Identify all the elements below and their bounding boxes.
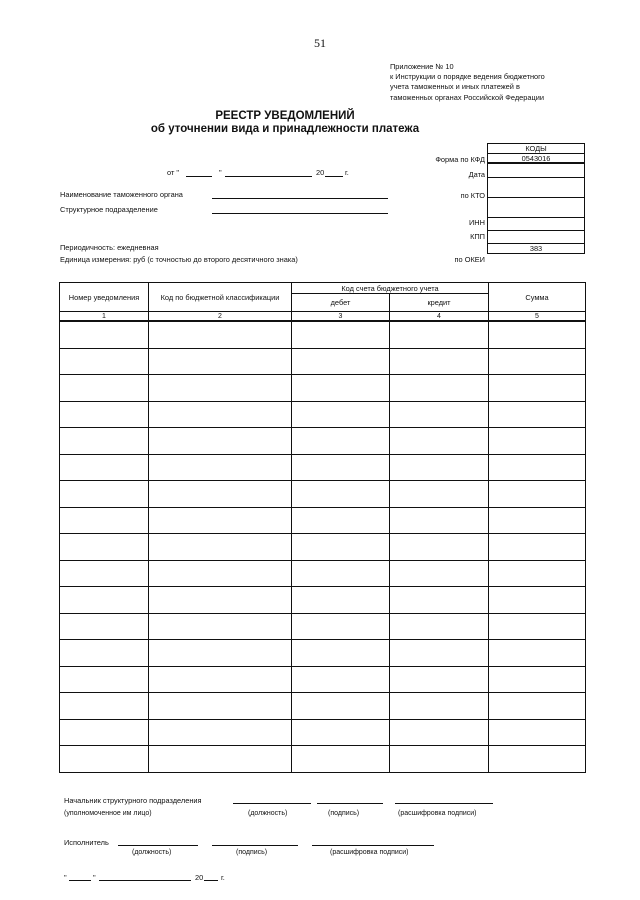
table-cell[interactable]: [489, 587, 586, 614]
table-cell[interactable]: [390, 534, 489, 561]
table-cell[interactable]: [149, 746, 292, 773]
sign-date-prefix: ": [64, 873, 67, 882]
table-cell[interactable]: [292, 666, 390, 693]
col-number-3: 3: [292, 312, 390, 322]
table-cell[interactable]: [149, 640, 292, 667]
table-cell[interactable]: [149, 560, 292, 587]
table-cell[interactable]: [60, 560, 149, 587]
table-cell[interactable]: [390, 746, 489, 773]
appendix-line-1: Приложение № 10: [390, 62, 454, 71]
table-cell[interactable]: [489, 640, 586, 667]
table-row: [60, 666, 586, 693]
table-cell[interactable]: [149, 428, 292, 455]
date-code-cell[interactable]: [488, 164, 584, 178]
table-cell[interactable]: [390, 321, 489, 348]
table-cell[interactable]: [292, 321, 390, 348]
col-account-code-header: Код счета бюджетного учета: [292, 283, 489, 294]
table-cell[interactable]: [292, 507, 390, 534]
kto-label: по КТО: [460, 191, 485, 200]
table-cell[interactable]: [489, 428, 586, 455]
subdivision-field[interactable]: [212, 213, 388, 214]
col-number-1: 1: [60, 312, 149, 322]
codes-header: КОДЫ: [488, 144, 584, 154]
date-day-field[interactable]: [186, 176, 212, 177]
table-cell[interactable]: [149, 321, 292, 348]
table-cell[interactable]: [149, 401, 292, 428]
table-cell[interactable]: [489, 348, 586, 375]
unit-label: Единица измерения: руб (с точностью до второго десятичного знака): [60, 255, 298, 264]
date-year-suffix: г.: [345, 168, 349, 177]
table-cell[interactable]: [60, 613, 149, 640]
table-cell[interactable]: [60, 348, 149, 375]
table-cell[interactable]: [489, 507, 586, 534]
table-cell[interactable]: [292, 613, 390, 640]
customs-body-label: Наименование таможенного органа: [60, 190, 183, 199]
table-cell[interactable]: [60, 481, 149, 508]
col-credit-header: кредит: [390, 294, 489, 312]
table-row: [60, 454, 586, 481]
codes-box: [487, 143, 585, 254]
date-quote: ": [219, 168, 222, 177]
table-cell[interactable]: [149, 375, 292, 402]
table-cell[interactable]: [60, 693, 149, 720]
kto-code-cell[interactable]: [488, 178, 584, 198]
executor-signature-caption: (подпись): [236, 849, 268, 856]
table-cell[interactable]: [390, 507, 489, 534]
date-month-field[interactable]: [225, 176, 312, 177]
table-row: [60, 719, 586, 746]
table-cell[interactable]: [390, 560, 489, 587]
col-notice-number-header: Номер уведомления: [60, 283, 149, 312]
date-year-field[interactable]: [325, 176, 343, 177]
executor-label: Исполнитель: [64, 838, 109, 847]
table-cell[interactable]: [292, 640, 390, 667]
head-signature-field[interactable]: [317, 803, 383, 804]
table-cell[interactable]: [149, 348, 292, 375]
table-cell[interactable]: [149, 481, 292, 508]
subdivision-label: Структурное подразделение: [60, 205, 158, 214]
form-kfd-value: 0543016: [488, 154, 584, 164]
table-cell[interactable]: [292, 401, 390, 428]
appendix-line-2: к Инструкции о порядке ведения бюджетного: [390, 72, 545, 82]
decoding-caption: (расшифровка подписи): [398, 810, 477, 817]
sign-date-quote: ": [93, 873, 96, 882]
date-prefix: от ": [167, 168, 180, 177]
table-cell[interactable]: [489, 454, 586, 481]
okei-label: по ОКЕИ: [454, 255, 485, 264]
table-cell[interactable]: [60, 321, 149, 348]
table-row: [60, 375, 586, 402]
table-cell[interactable]: [489, 375, 586, 402]
inn-code-cell[interactable]: [488, 198, 584, 218]
col-amount-header: Сумма: [489, 283, 586, 312]
table-cell[interactable]: [390, 481, 489, 508]
kpp-code-cell[interactable]: [488, 218, 584, 231]
table-cell[interactable]: [489, 321, 586, 348]
table-cell[interactable]: [60, 587, 149, 614]
table-row: [60, 481, 586, 508]
table-cell[interactable]: [149, 507, 292, 534]
executor-decoding-field[interactable]: [312, 845, 434, 846]
table-row: [60, 746, 586, 773]
table-cell[interactable]: [489, 613, 586, 640]
table-cell[interactable]: [390, 428, 489, 455]
table-cell[interactable]: [489, 719, 586, 746]
sign-date-year-suffix: г.: [221, 873, 225, 882]
table-cell[interactable]: [390, 693, 489, 720]
executor-position-field[interactable]: [118, 845, 198, 846]
table-row: [60, 693, 586, 720]
blank-code-cell[interactable]: [488, 231, 584, 244]
table-cell[interactable]: [60, 746, 149, 773]
table-cell[interactable]: [60, 640, 149, 667]
head-decoding-field[interactable]: [395, 803, 493, 804]
periodicity-label: Периодичность: ежедневная: [60, 243, 159, 252]
table-row: [60, 534, 586, 561]
table-cell[interactable]: [149, 693, 292, 720]
register-table: [59, 282, 586, 773]
table-cell[interactable]: [60, 507, 149, 534]
date-year-prefix: 20: [316, 168, 325, 177]
table-cell[interactable]: [292, 746, 390, 773]
table-cell[interactable]: [149, 719, 292, 746]
head-label: Начальник структурного подразделения: [64, 796, 202, 805]
kpp-label: КПП: [470, 232, 485, 241]
col-number-4: 4: [390, 312, 489, 322]
table-cell[interactable]: [149, 587, 292, 614]
table-row: [60, 587, 586, 614]
table-cell[interactable]: [292, 481, 390, 508]
table-cell[interactable]: [149, 666, 292, 693]
page-number: 51: [314, 36, 326, 50]
table-body: [60, 321, 586, 772]
table-cell[interactable]: [390, 719, 489, 746]
appendix-line-4: таможенных органах Российской Федерации: [390, 92, 544, 102]
form-kfd-label: Форма по КФД: [435, 155, 485, 164]
table-cell[interactable]: [390, 587, 489, 614]
appendix-note: [390, 62, 545, 103]
sign-date-day-field[interactable]: [69, 880, 91, 881]
table-cell[interactable]: [60, 454, 149, 481]
table-cell[interactable]: [390, 666, 489, 693]
table-cell[interactable]: [292, 428, 390, 455]
sign-date-month-field[interactable]: [99, 880, 191, 881]
table-cell[interactable]: [390, 640, 489, 667]
signature-caption: (подпись): [328, 810, 360, 817]
table-row: [60, 613, 586, 640]
table-row: [60, 401, 586, 428]
position-caption: (должность): [248, 810, 288, 817]
table-row: [60, 507, 586, 534]
appendix-line-3: учета таможенных и иных платежей в: [390, 82, 520, 92]
col-budget-code-header: Код по бюджетной классификации: [149, 283, 292, 312]
table-row: [60, 348, 586, 375]
table-cell[interactable]: [390, 348, 489, 375]
authorized-caption: (уполномоченное им лицо): [64, 810, 152, 817]
table-cell[interactable]: [292, 534, 390, 561]
table-cell[interactable]: [489, 481, 586, 508]
table-cell[interactable]: [292, 693, 390, 720]
table-cell[interactable]: [489, 560, 586, 587]
table-cell[interactable]: [60, 428, 149, 455]
document-subtitle: об уточнении вида и принадлежности платежа: [150, 123, 420, 135]
table-cell[interactable]: [60, 666, 149, 693]
table-cell[interactable]: [292, 560, 390, 587]
col-number-5: 5: [489, 312, 586, 322]
table-cell[interactable]: [390, 375, 489, 402]
sign-date-year-prefix: 20: [195, 873, 204, 882]
head-position-field[interactable]: [233, 803, 311, 804]
document-title: РЕЕСТР УВЕДОМЛЕНИЙ: [215, 110, 355, 122]
date-code-label: Дата: [468, 170, 485, 179]
table-row: [60, 428, 586, 455]
table-cell[interactable]: [489, 746, 586, 773]
table-row: [60, 321, 586, 348]
table-cell[interactable]: [489, 401, 586, 428]
table-cell[interactable]: [149, 454, 292, 481]
customs-body-field[interactable]: [212, 198, 388, 199]
col-number-2: 2: [149, 312, 292, 322]
table-cell[interactable]: [60, 401, 149, 428]
table-row: [60, 640, 586, 667]
table-cell[interactable]: [292, 348, 390, 375]
table-row: [60, 560, 586, 587]
executor-decoding-caption: (расшифровка подписи): [330, 849, 409, 856]
table-cell[interactable]: [292, 719, 390, 746]
table-cell[interactable]: [149, 613, 292, 640]
table-cell[interactable]: [489, 693, 586, 720]
table-cell[interactable]: [390, 613, 489, 640]
table-cell[interactable]: [390, 454, 489, 481]
col-debit-header: дебет: [292, 294, 390, 312]
table-cell[interactable]: [60, 534, 149, 561]
table-cell[interactable]: [149, 534, 292, 561]
table-cell[interactable]: [60, 719, 149, 746]
executor-position-caption: (должность): [132, 849, 172, 856]
table-cell[interactable]: [292, 454, 390, 481]
table-cell[interactable]: [292, 375, 390, 402]
table-cell[interactable]: [390, 401, 489, 428]
sign-date-year-field[interactable]: [204, 880, 218, 881]
okei-value: 383: [488, 244, 584, 254]
table-cell[interactable]: [292, 587, 390, 614]
table-cell[interactable]: [60, 375, 149, 402]
table-cell[interactable]: [489, 534, 586, 561]
executor-signature-field[interactable]: [212, 845, 298, 846]
inn-label: ИНН: [469, 218, 485, 227]
table-cell[interactable]: [489, 666, 586, 693]
